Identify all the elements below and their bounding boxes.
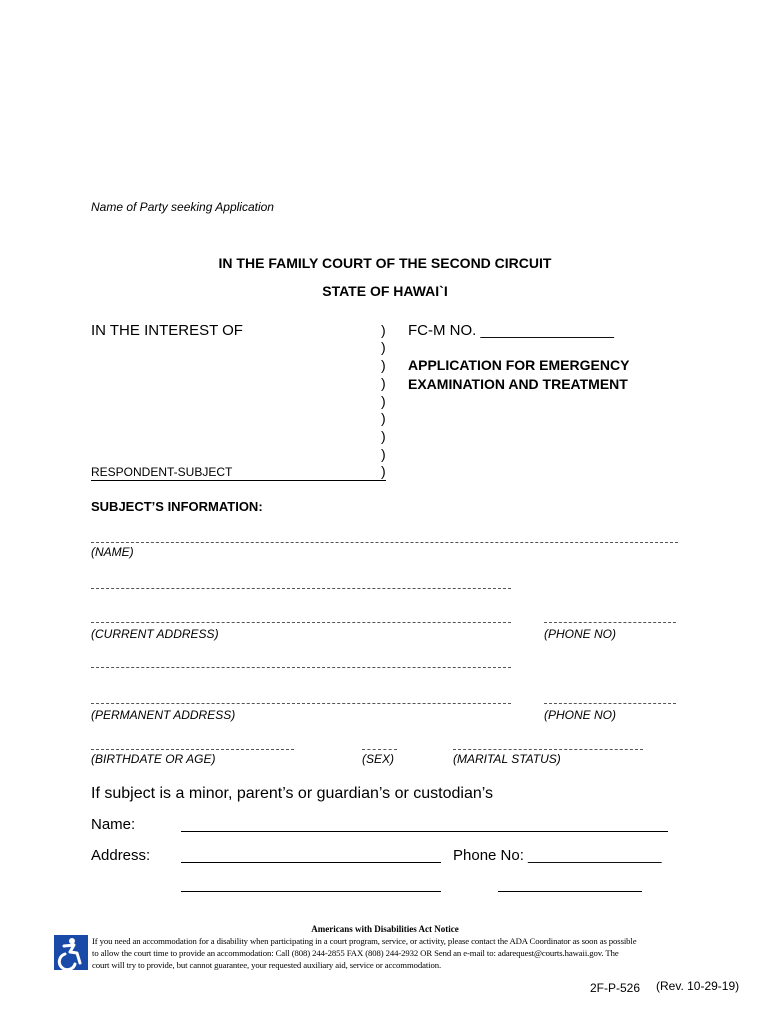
ada-notice-title: Americans with Disabilities Act Notice [311, 924, 459, 934]
party-label: Name of Party seeking Application [91, 200, 274, 214]
current-address-line-1[interactable] [91, 588, 511, 589]
phone-label-2: (PHONE NO) [544, 708, 616, 722]
guardian-address-line-1[interactable] [181, 862, 441, 863]
guardian-name-line[interactable] [181, 831, 668, 832]
caption-paren: ) [381, 393, 386, 409]
guardian-phone-line-2[interactable] [498, 891, 642, 892]
marital-status-line[interactable] [453, 749, 643, 750]
ada-notice-line3: court will try to provide, but cannot guarantee, your requested auxiliary aid, service or accommodation. [92, 960, 442, 970]
ada-notice-line2: to allow the court time to provide an accommodation: Call (808) 244-2855 FAX (808) 244-2932 OR Send an e-mail to: adarequest@courts.hawaii.gov. The [92, 948, 619, 958]
revision-date: (Rev. 10-29-19) [656, 979, 740, 993]
current-address-line-2[interactable] [91, 622, 511, 623]
caption-paren: ) [381, 339, 386, 355]
in-the-interest-of: IN THE INTEREST OF [91, 322, 243, 339]
phone-label-1: (PHONE NO) [544, 627, 616, 641]
sex-label: (SEX) [362, 752, 395, 766]
phone-line-1[interactable] [544, 622, 676, 623]
caption-paren: ) [381, 357, 386, 373]
current-address-label: (CURRENT ADDRESS) [91, 627, 219, 641]
case-number: FC-M NO. ________________ [408, 322, 614, 339]
caption-paren: ) [381, 322, 386, 338]
permanent-address-line-1[interactable] [91, 667, 511, 668]
guardian-address-label: Address: [91, 847, 151, 864]
name-line[interactable] [91, 542, 678, 543]
respondent-subject-label: RESPONDENT-SUBJECT [91, 465, 233, 479]
marital-status-label: (MARITAL STATUS) [453, 752, 561, 766]
form-number: 2F-P-526 [590, 981, 641, 995]
document-title-line2: EXAMINATION AND TREATMENT [408, 376, 628, 392]
caption-paren: ) [381, 463, 386, 479]
respondent-underline [91, 480, 386, 481]
permanent-address-label: (PERMANENT ADDRESS) [91, 708, 236, 722]
guardian-phone-label: Phone No: ________________ [453, 847, 662, 864]
caption-paren: ) [381, 410, 386, 426]
accessibility-icon [54, 935, 88, 970]
caption-paren: ) [381, 428, 386, 444]
caption-paren: ) [381, 375, 386, 391]
subject-info-heading: SUBJECT’S INFORMATION: [91, 499, 263, 514]
court-title: IN THE FAMILY COURT OF THE SECOND CIRCUIT [218, 255, 552, 271]
name-label: (NAME) [91, 545, 134, 559]
permanent-address-line-2[interactable] [91, 703, 511, 704]
sex-line[interactable] [362, 749, 397, 750]
caption-paren: ) [381, 446, 386, 462]
guardian-address-line-2[interactable] [181, 891, 441, 892]
birthdate-label: (BIRTHDATE OR AGE) [91, 752, 216, 766]
ada-notice-line1: If you need an accommodation for a disability when participating in a court program, service, or activity, please contact the ADA Coordinator as soon as possible [92, 936, 637, 946]
guardian-name-label: Name: [91, 816, 136, 833]
phone-line-2[interactable] [544, 703, 676, 704]
court-state: STATE OF HAWAI`I [322, 283, 448, 299]
guardian-intro: If subject is a minor, parent’s or guardian’s or custodian’s [91, 785, 493, 802]
birthdate-line[interactable] [91, 749, 294, 750]
document-title-line1: APPLICATION FOR EMERGENCY [408, 357, 630, 373]
